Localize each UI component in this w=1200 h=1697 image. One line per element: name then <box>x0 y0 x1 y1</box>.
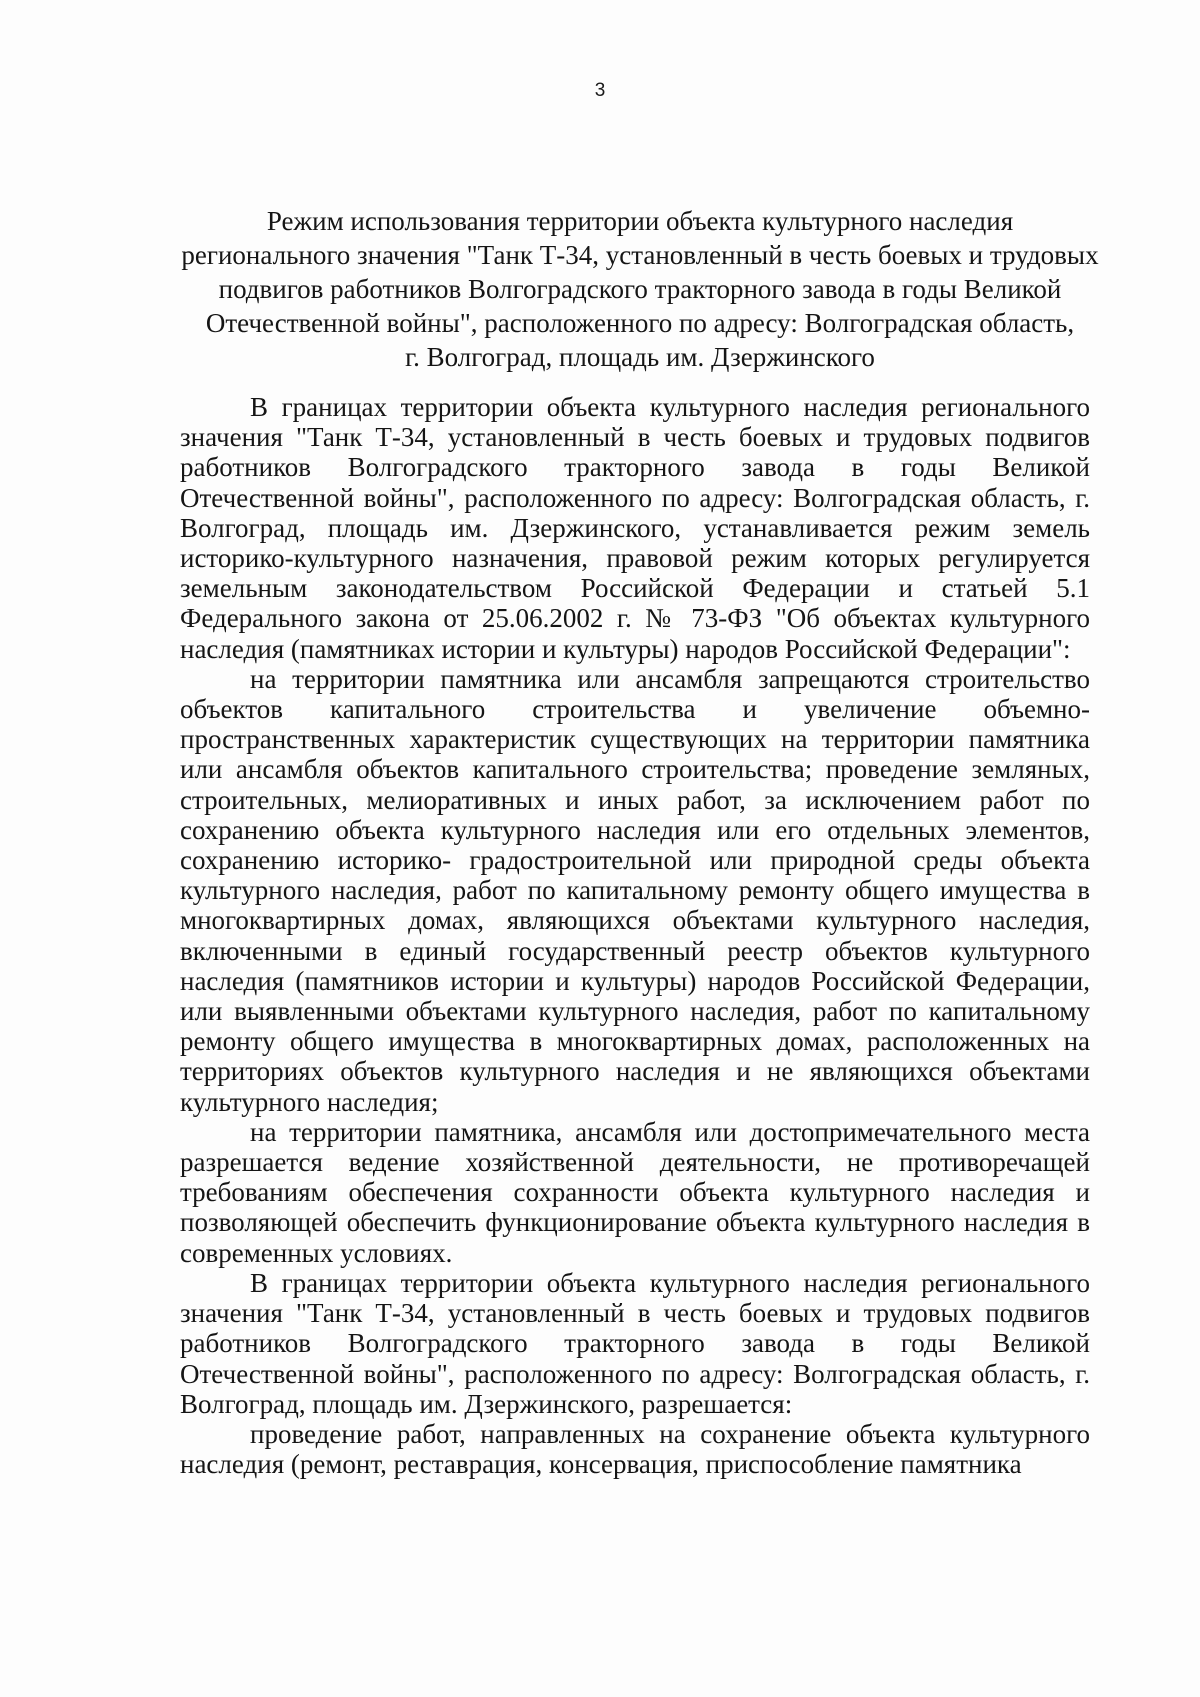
paragraph-boundaries-regime: В границах территории объекта культурного наследия регионального значения "Танк Т-34, установленный в честь боевых и трудовых подвигов работников Волгоградского тракторного завода в годы Великой Отечественной войны", расположенного по адресу: Волгоградская область, г. Волгоград, площадь им. Дзержинского, устанавливается режим земель историко-культурного назначения, правовой режим которых регулируется земельным законодательством Российской Федерации и статьей 5.1 Федерального закона от 25.06.2002 г. № 73-ФЗ "Об объектах культурного наследия (памятниках истории и культуры) народов Российской Федерации": <box>180 392 1090 664</box>
paragraph-preservation-works: проведение работ, направленных на сохранение объекта культурного наследия (ремонт, реставрация, консервация, приспособление памятника <box>180 1418 1090 1480</box>
title-line: Отечественной войны", расположенного по адресу: Волгоградская область, <box>205 308 1075 338</box>
title-line: регионального значения "Танк Т-34, установленный в честь боевых и трудовых <box>181 240 1099 270</box>
paragraph-permissions-intro: В границах территории объекта культурного наследия регионального значения "Танк Т-34, установленный в честь боевых и трудовых подвигов работников Волгоградского тракторного завода в годы Великой Отечественной войны", расположенного по адресу: Волгоградская область, г. Волгоград, площадь им. Дзержинского, разрешается: <box>180 1267 1090 1419</box>
paragraph-prohibitions: на территории памятника или ансамбля запрещаются строительство объектов капитального строительства и увеличение объемно-пространственных характеристик существующих на территории памятника или ансамбля объектов капитального строительства; проведение земляных, строительных, мелиоративных и иных работ, за исключением работ по сохранению объекта культурного наследия или его отдельных элементов, сохранению историко- градостроительной или природной среды объекта культурного наследия, работ по капитальному ремонту общего имущества в многоквартирных домах, являющихся объектами культурного наследия, включенными в единый государственный реестр объектов культурного наследия (памятников истории и культуры) народов Российской Федерации, или выявленными объектами культурного наследия, работ по капитальному ремонту общего имущества в многоквартирных домах, расположенных на территориях объектов культурного наследия и не являющихся объектами культурного наследия; <box>180 663 1090 1117</box>
title-line: Режим использования территории объекта культурного наследия <box>266 206 1014 236</box>
title-line: г. Волгоград, площадь им. Дзержинского <box>405 342 875 372</box>
paragraph-permitted-activity: на территории памятника, ансамбля или достопримечательного места разрешается ведение хозяйственной деятельности, не противоречащей требованиям обеспечения сохранности объекта культурного наследия и позволяющей обеспечить функционирование объекта культурного наследия в современных условиях. <box>180 1116 1090 1268</box>
page-number: 3 <box>594 80 606 101</box>
title-line: подвигов работников Волгоградского тракторного завода в годы Великой <box>218 274 1062 304</box>
document-body <box>180 392 1090 1479</box>
document-title <box>180 204 1100 374</box>
